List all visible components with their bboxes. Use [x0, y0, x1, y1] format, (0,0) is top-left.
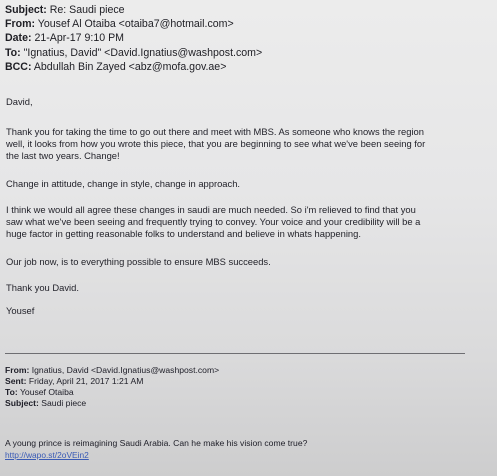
- subject-value: Re: Saudi piece: [49, 4, 125, 16]
- paragraph-1-line-3: the last two years. Change!: [6, 150, 120, 161]
- fwd-from-value: Ignatius, David <David.Ignatius@washpost.com>: [31, 365, 220, 375]
- from-value: Yousef Al Otaiba <otaiba7@hotmail.com>: [37, 18, 234, 30]
- date-label: Date:: [5, 32, 32, 44]
- subject-line: [5, 4, 125, 17]
- fwd-subject-line: [5, 398, 86, 409]
- fwd-to-value: Yousef Otaiba: [19, 387, 74, 397]
- fwd-sent-value: Friday, April 21, 2017 1:21 AM: [28, 376, 144, 386]
- paragraph-1-line-1: Thank you for taking the time to go out there and meet with MBS. As someone who knows the region: [6, 126, 424, 137]
- paragraph-1-line-2: well, it looks from how you wrote this piece, that you are beginning to see what we've been seeing for: [6, 138, 426, 149]
- bcc-line: [5, 61, 226, 74]
- article-title: A young prince is reimagining Saudi Arabia. Can he make his vision come true?: [5, 438, 308, 448]
- paragraph-2: Change in attitude, change in style, change in approach.: [6, 178, 241, 189]
- date-value: 21-Apr-17 9:10 PM: [34, 32, 124, 44]
- fwd-sent-label: Sent:: [5, 376, 27, 386]
- paragraph-3-line-2: saw what we've been seeing and frequently trying to convey. Your voice and your credibility will be a: [6, 216, 421, 227]
- paragraph-5: Thank you David.: [6, 282, 79, 293]
- paragraph-3-line-1: I think we would all agree these changes in saudi are much needed. So i'm relieved to find that you: [6, 204, 416, 215]
- article-link[interactable]: http://wapo.st/2oVEin2: [5, 450, 89, 460]
- from-label: From:: [5, 18, 36, 30]
- fwd-subject-label: Subject:: [5, 398, 39, 408]
- greeting: David,: [6, 96, 33, 107]
- fwd-to-label: To:: [5, 387, 18, 397]
- fwd-from-label: From:: [5, 365, 30, 375]
- date-line: [5, 32, 124, 45]
- fwd-from-line: [5, 365, 219, 376]
- paragraph-3-line-3: huge factor in getting reasonable folks to understand and believe in whats happening.: [6, 228, 361, 239]
- signature: Yousef: [6, 305, 35, 316]
- divider: [5, 353, 465, 354]
- paragraph-4: Our job now, is to everything possible to ensure MBS succeeds.: [6, 256, 271, 267]
- to-label: To:: [5, 47, 21, 59]
- fwd-subject-value: Saudi piece: [41, 398, 87, 408]
- to-value: "Ignatius, David" <David.Ignatius@washpost.com>: [23, 47, 263, 59]
- to-line: [5, 47, 262, 60]
- fwd-sent-line: [5, 376, 143, 387]
- fwd-to-line: [5, 387, 74, 398]
- subject-label: Subject:: [5, 4, 47, 16]
- from-line: [5, 18, 234, 31]
- bcc-value: Abdullah Bin Zayed <abz@mofa.gov.ae>: [33, 61, 227, 73]
- bcc-label: BCC:: [5, 61, 32, 73]
